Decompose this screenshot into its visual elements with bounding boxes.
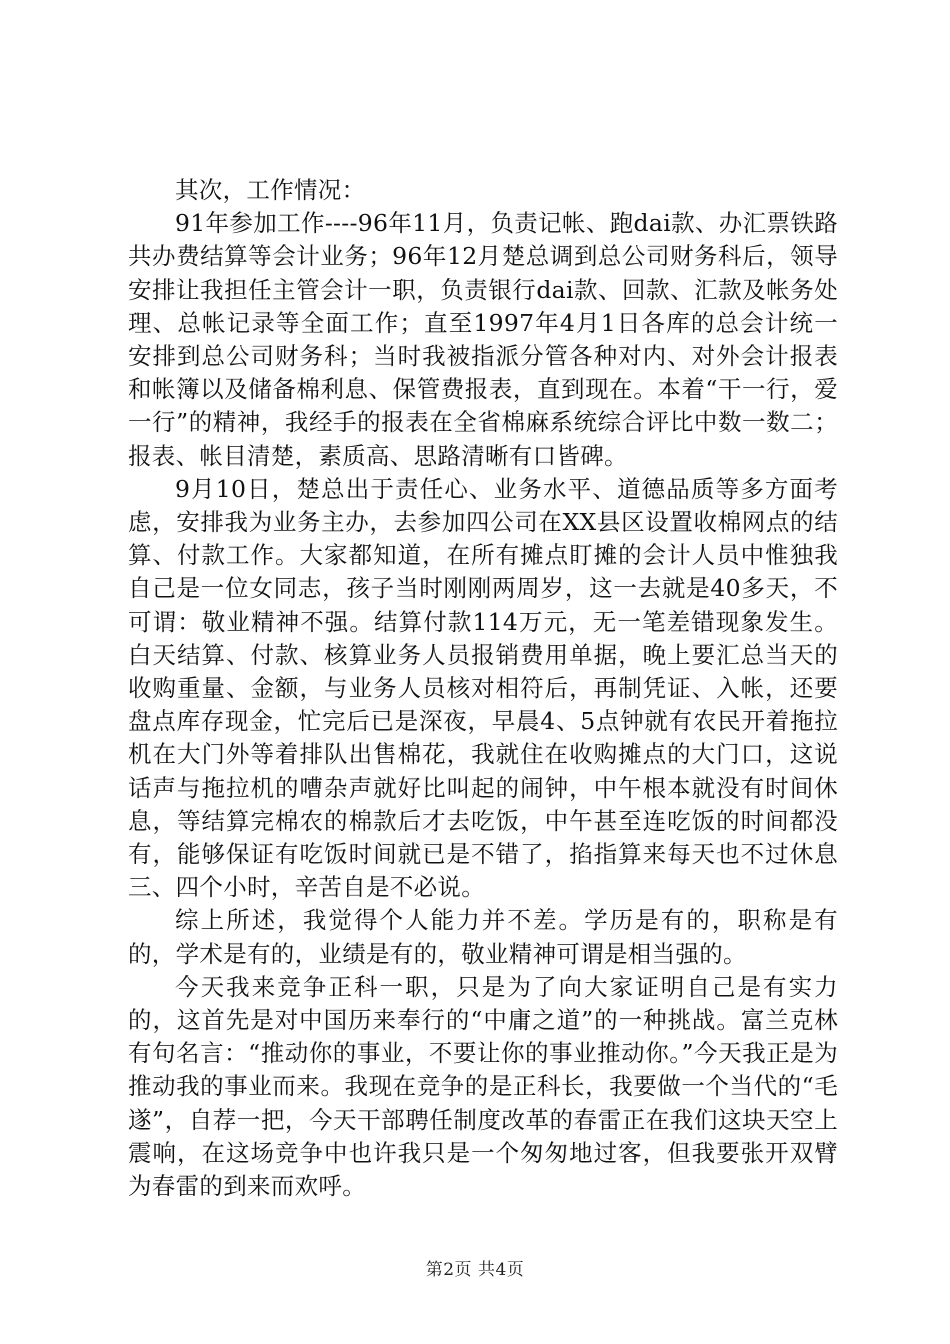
paragraph-section-heading: 其次，工作情况：: [175, 176, 366, 204]
page-footer: 第2页 共4页: [425, 1260, 525, 1280]
document-body: [128, 174, 838, 1203]
paragraph-competition: 今天我来竞争正科一职，只是为了向大家证明自己是有实力的，这首先是对中国历来奉行的“中庸之道”的一种挑战。富兰克林有句名言：“推动你的事业，不要让你的事业推动你。”今天我正是为推动我的事业而来。我现在竞争的是正科长，我要做一个当代的“毛遂”，自荐一把，今天干部聘任制度改革的春雷正在我们这块天空上震响，在这场竞争中也许我只是一个匆匆地过客，但我要张开双臂为春雷的到来而欢呼。: [128, 972, 838, 1201]
paragraph-settlement-work: 9月10日，楚总出于责任心、业务水平、道德品质等多方面考虑，安排我为业务主办，去参加四公司在XX县区设置收棉网点的结算、付款工作。大家都知道，在所有摊点盯摊的会计人员中惟独我自己是一位女同志，孩子当时刚刚两周岁，这一去就是40多天，不可谓：敬业精神不强。结算付款114万元，无一笔差错现象发生。白天结算、付款、核算业务人员报销费用单据，晚上要汇总当天的收购重量、金额，与业务人员核对相符后，再制凭证、入帐，还要盘点库存现金，忙完后已是深夜，早晨4、5点钟就有农民开着拖拉机在大门外等着排队出售棉花，我就住在收购摊点的大门口，这说话声与拖拉机的嘈杂声就好比叫起的闹钟，中午根本就没有时间休息，等结算完棉农的棉款后才去吃饭，中午甚至连吃饭的时间都没有，能够保证有吃饭时间就已是不错了，掐指算来每天也不过休息三、四个小时，辛苦自是不必说。: [128, 474, 838, 902]
paragraph-summary: 综上所述，我觉得个人能力并不差。学历是有的，职称是有的，学术是有的，业绩是有的，敬业精神可谓是相当强的。: [128, 906, 838, 968]
paragraph-work-history: 91年参加工作----96年11月，负责记帐、跑dai款、办汇票铁路共办费结算等会计业务；96年12月楚总调到总公司财务科后，领导安排让我担任主管会计一职，负责银行dai款、回款、汇款及帐务处理、总帐记录等全面工作；直至1997年4月1日各库的总会计统一安排到总公司财务科；当时我被指派分管各种对内、对外会计报表和帐簿以及储备棉利息、保管费报表，直到现在。本着“干一行，爱一行”的精神，我经手的报表在全省棉麻系统综合评比中数一数二；报表、帐目清楚，素质高、思路清晰有口皆碑。: [128, 209, 838, 470]
